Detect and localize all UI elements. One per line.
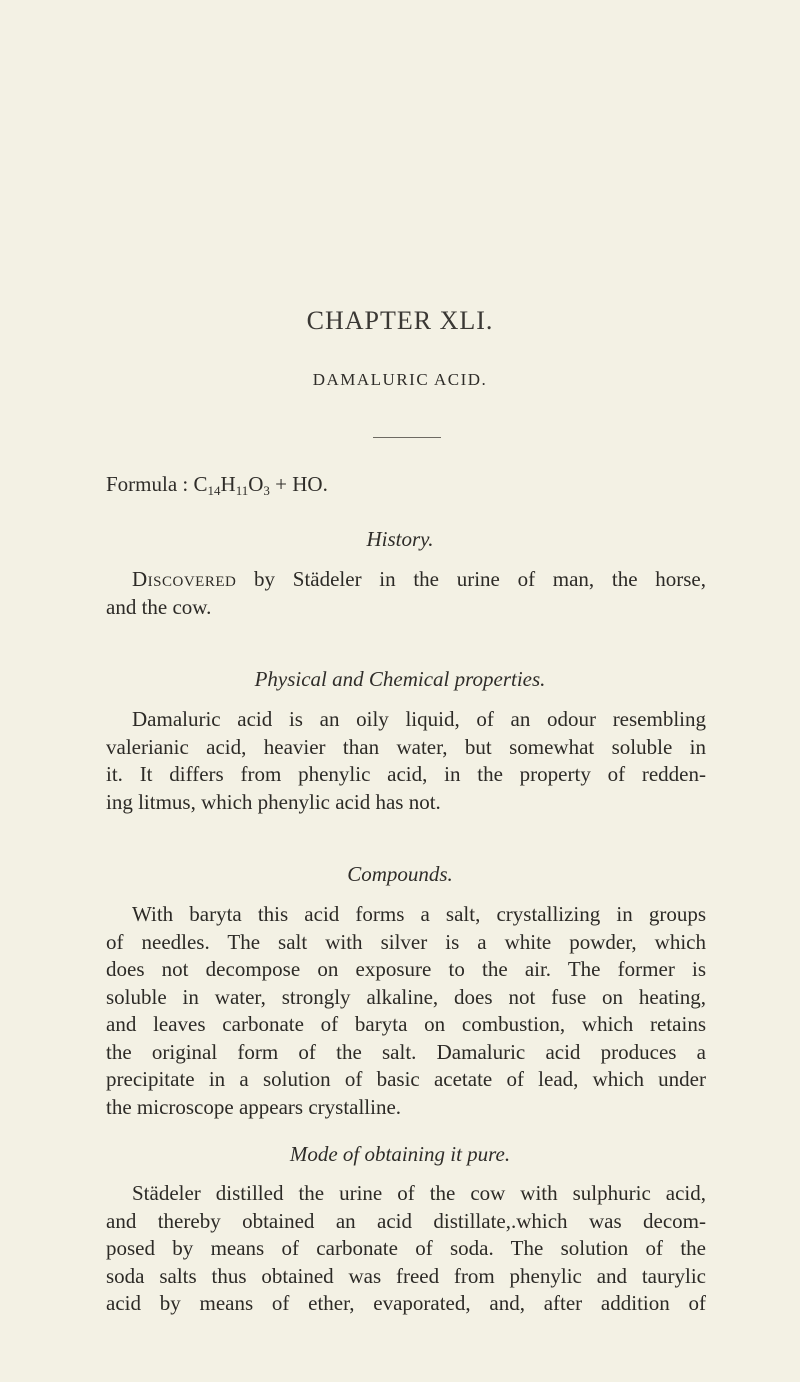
chapter-title: CHAPTER XLI.: [306, 306, 494, 335]
paragraph-line: the microscope appears crystalline.: [106, 1094, 402, 1119]
formula-hydrogen: H: [220, 472, 236, 496]
paragraph-line: it. It differs from phenylic acid, in the property of redden-: [106, 762, 706, 786]
section-heading-mode: Mode of obtaining it pure.: [289, 1142, 511, 1166]
paragraph-line: and leaves carbonate of baryta on combustion, which retains: [106, 1012, 706, 1036]
chemical-formula: [106, 472, 328, 497]
paragraph-line: acid by means of ether, evaporated, and, after addition of: [106, 1291, 706, 1315]
history-lead-word: Discovered: [132, 567, 237, 591]
history-line1-rest: by Städeler in the urine of man, the horse,: [236, 567, 706, 591]
paragraph-line: valerianic acid, heavier than water, but somewhat soluble in: [106, 734, 706, 759]
paragraph-line: precipitate in a solution of basic acetate of lead, which under: [106, 1067, 706, 1091]
divider-rule: [373, 437, 441, 438]
paragraph-line: Damaluric acid is an oily liquid, of an odour resembling: [132, 707, 706, 731]
section-heading-properties: Physical and Chemical properties.: [254, 667, 546, 691]
formula-oxygen: O: [248, 472, 264, 496]
paragraph-line: posed by means of carbonate of soda. The solution of the: [106, 1236, 706, 1260]
paragraph-line: does not decompose on exposure to the air. The former is: [106, 957, 706, 981]
chapter-subtitle: DAMALURIC ACID.: [312, 370, 488, 389]
paragraph-mode: [106, 1180, 706, 1318]
paragraph-line: [106, 566, 706, 594]
paragraph-properties: [106, 706, 706, 816]
formula-hydrogen-count: 11: [235, 483, 249, 498]
paragraph-compounds: [106, 901, 706, 1121]
formula-carbon: C: [193, 472, 208, 496]
paragraph-line: and thereby obtained an acid distillate,.which was decom-: [106, 1208, 706, 1233]
paragraph-line: soda salts thus obtained was freed from phenylic and taurylic: [106, 1263, 706, 1288]
paragraph-history: [106, 566, 706, 621]
paragraph-line: and the cow.: [106, 594, 212, 619]
paragraph-line: of needles. The salt with silver is a white powder, which: [106, 929, 706, 954]
section-heading-history: History.: [366, 527, 434, 551]
paragraph-line: ing litmus, which phenylic acid has not.: [106, 789, 441, 814]
section-heading-compounds: Compounds.: [347, 862, 453, 886]
formula-tail: + HO.: [275, 472, 328, 496]
paragraph-line: With baryta this acid forms a salt, crystallizing in groups: [132, 902, 706, 926]
formula-label: Formula :: [106, 472, 189, 496]
paragraph-line: the original form of the salt. Damaluric acid produces a: [106, 1039, 706, 1064]
paragraph-line: Städeler distilled the urine of the cow with sulphuric acid,: [132, 1181, 706, 1205]
formula-oxygen-count: 3: [263, 483, 270, 498]
formula-carbon-count: 14: [207, 483, 221, 498]
paragraph-line: soluble in water, strongly alkaline, does not fuse on heating,: [106, 984, 706, 1009]
